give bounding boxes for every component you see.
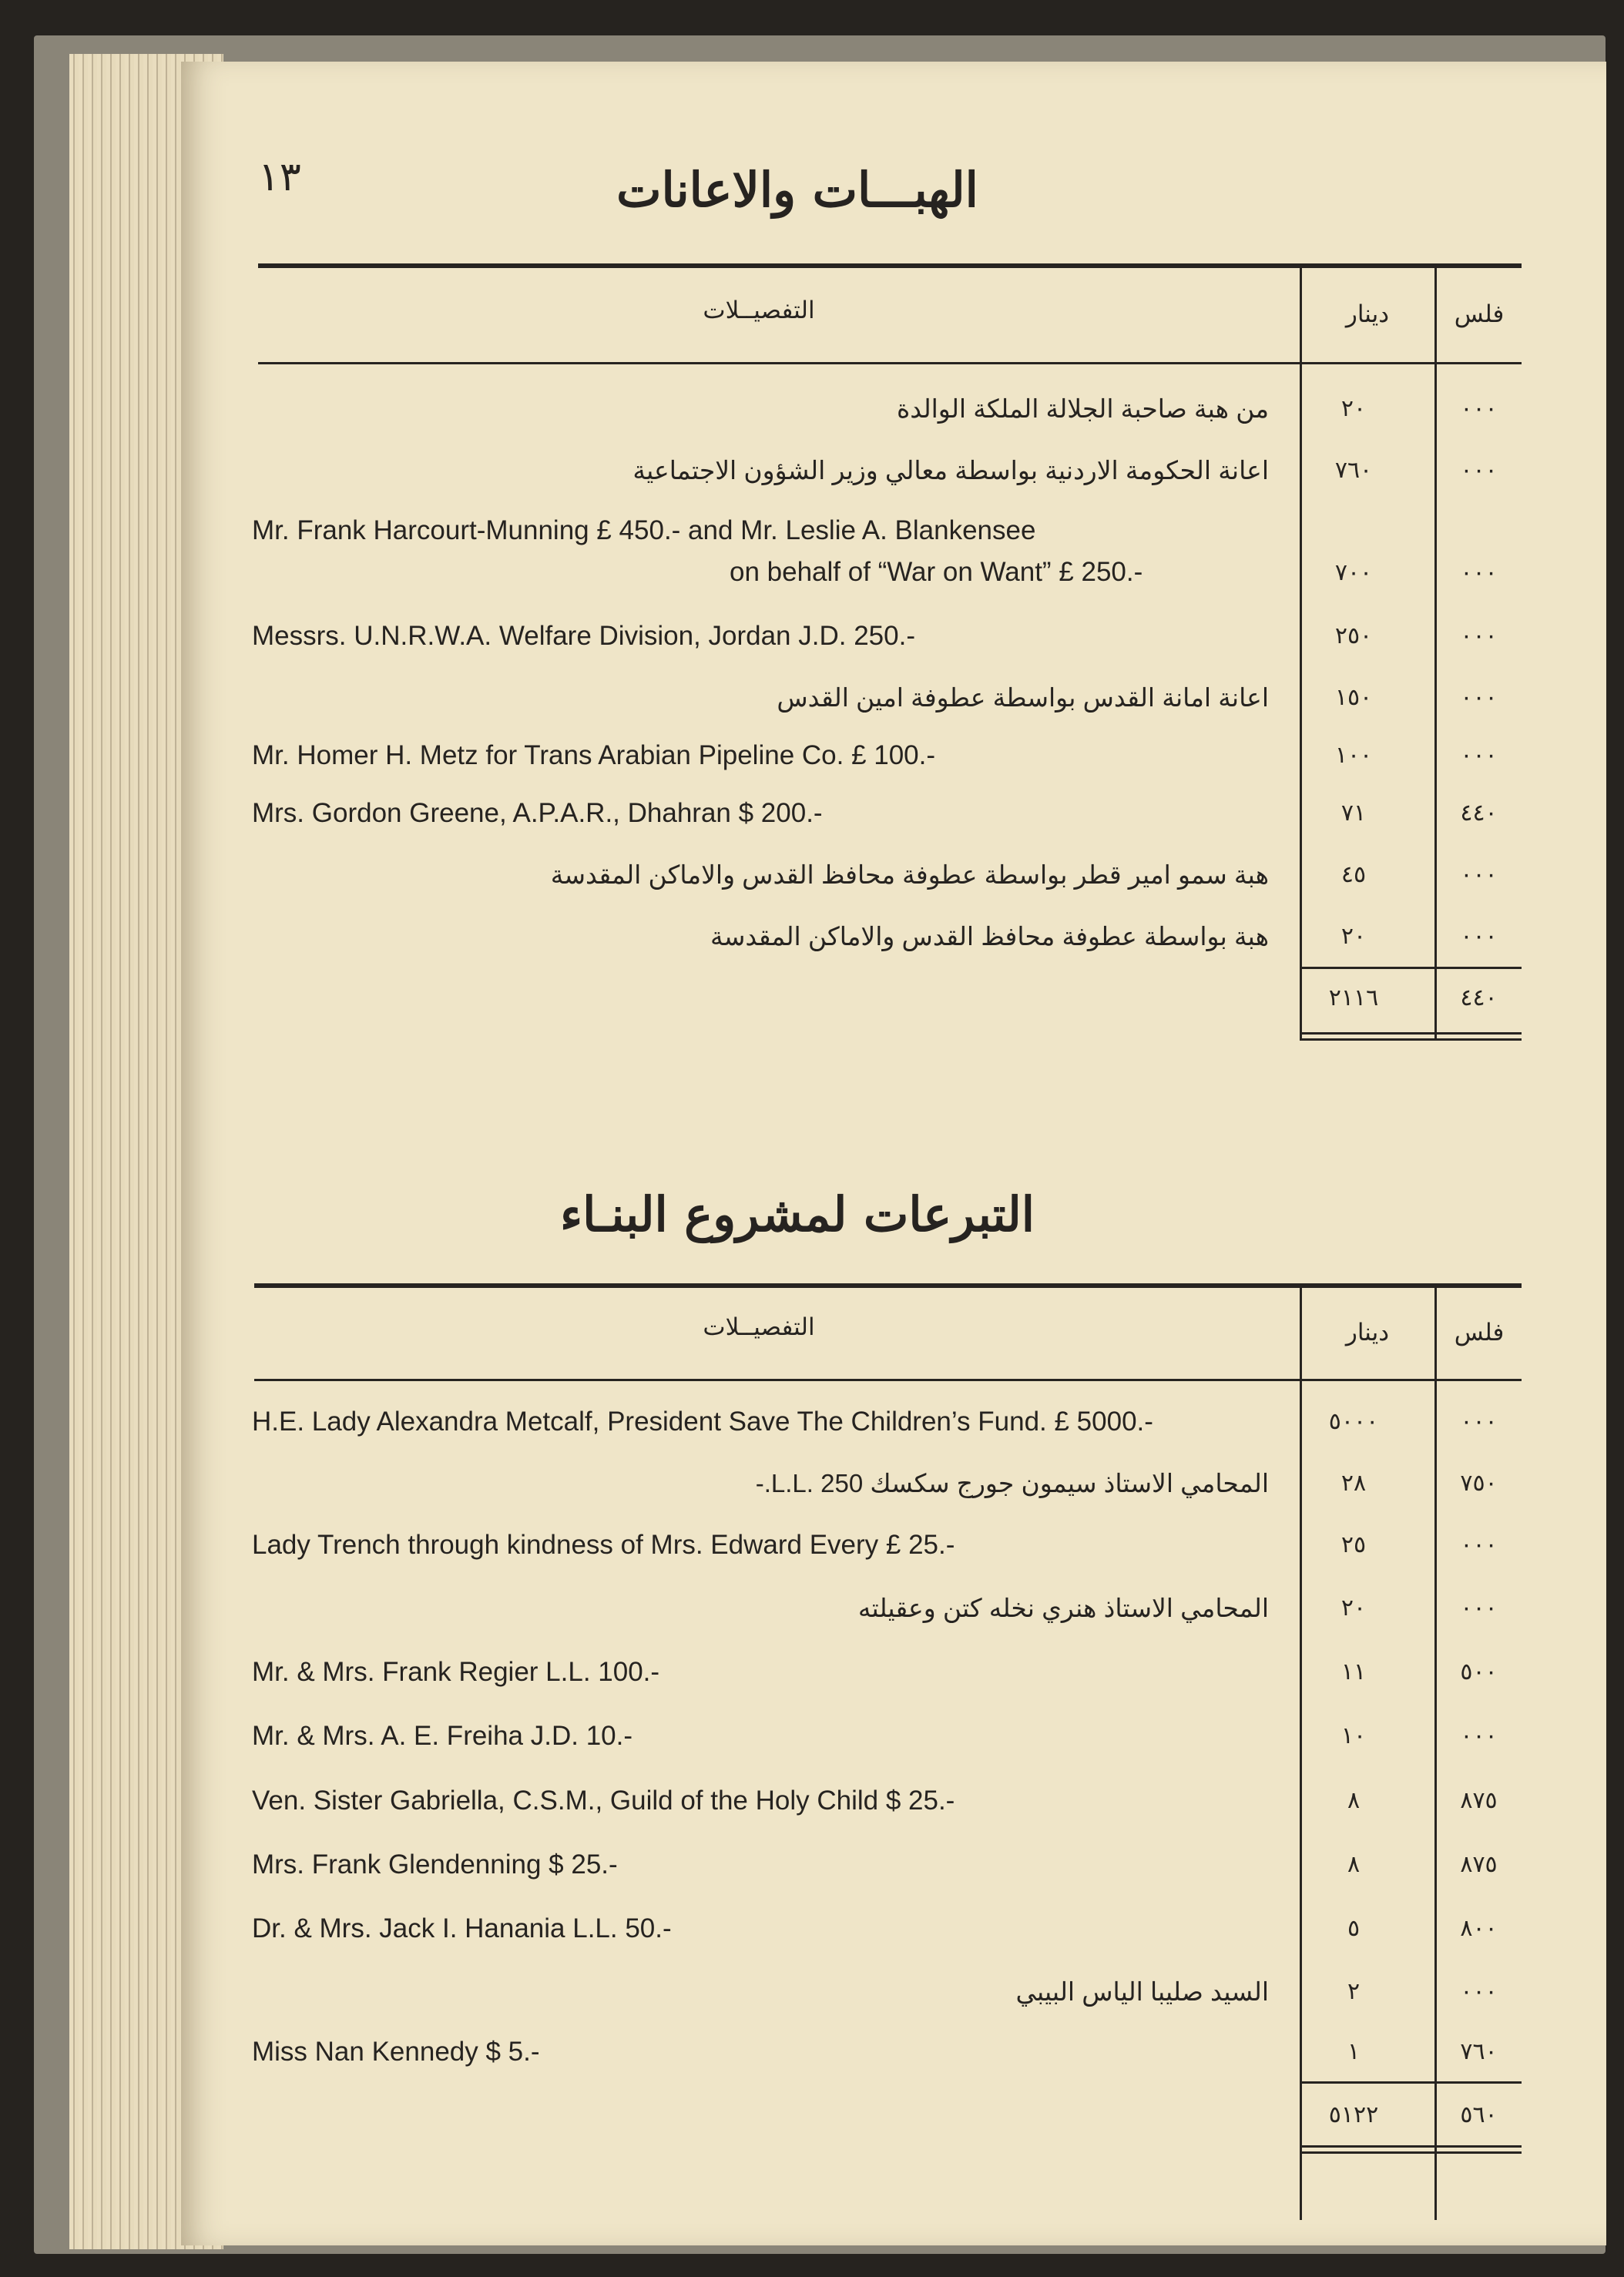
row-fils: ٠٠٠ (1460, 622, 1498, 649)
row-dinar: ١٠ (1340, 1722, 1367, 1749)
row-fils: ٧٥٠ (1460, 1470, 1498, 1497)
table1-bottom-rule-double (1300, 1038, 1522, 1041)
table2-header-rule (254, 1379, 1522, 1381)
row-fils: ٠٠٠ (1460, 1531, 1498, 1558)
table1-row (252, 855, 1624, 898)
row-dinar: ٧٦٠ (1334, 457, 1373, 484)
row-description: المحامي الاستاذ هنري نخله كتن وعقيلته (857, 1594, 1269, 1622)
ledger-page (181, 62, 1606, 2245)
row-dinar: ٧١ (1340, 800, 1367, 827)
row-dinar: ٧٠٠ (1334, 559, 1373, 586)
row-description: Ven. Sister Gabriella, C.S.M., Guild of the Holy Child $ 25.- (252, 1786, 955, 1816)
table2-row (252, 1972, 1624, 2015)
row-fils: ٠٠٠ (1460, 1722, 1498, 1749)
table2-row (252, 2032, 1624, 2075)
table1-header-dinar: دينار (1345, 300, 1390, 328)
table1-bottom-rule (1300, 1032, 1522, 1035)
table1-row (252, 793, 1624, 837)
row-fils: ٨٧٥ (1460, 1851, 1498, 1878)
table1-row (252, 510, 1624, 596)
table1-row (252, 389, 1624, 432)
total-fils: ٤٤٠ (1460, 984, 1498, 1011)
table2-top-rule (254, 1283, 1522, 1288)
row-dinar: ١١ (1340, 1658, 1367, 1685)
table1-header-rule (258, 362, 1522, 364)
row-fils: ٠٠٠ (1460, 457, 1498, 484)
row-description: Mrs. Frank Glendenning $ 25.- (252, 1849, 618, 1880)
row-description: Dr. & Mrs. Jack I. Hanania L.L. 50.- (252, 1913, 672, 1943)
total-dinar: ٢١١٦ (1328, 984, 1379, 1011)
table1-row (252, 678, 1624, 721)
table2-row (252, 1464, 1624, 1507)
table1-row (252, 451, 1624, 494)
table2-row (252, 1909, 1624, 1952)
row-dinar: ٥٠٠٠ (1328, 1408, 1379, 1435)
row-dinar: ١٠٠ (1334, 742, 1373, 769)
table1-top-rule (258, 263, 1522, 268)
row-description: من هبة صاحبة الجلالة الملكة الوالدة (896, 394, 1269, 423)
table2-row (252, 1402, 1624, 1445)
row-description: هبة بواسطة عطوفة محافظ القدس والاماكن المقدسة (710, 922, 1269, 951)
row-fils: ٨٧٥ (1460, 1787, 1498, 1814)
row-fils: ٠٠٠ (1460, 861, 1498, 888)
row-fils: ٠٠٠ (1460, 1595, 1498, 1621)
total-fils: ٥٦٠ (1460, 2101, 1498, 2128)
row-description: Mr. & Mrs. Frank Regier L.L. 100.- (252, 1657, 660, 1687)
table2-total-row (252, 2095, 1624, 2138)
row-dinar: ٢٨ (1340, 1470, 1367, 1497)
row-dinar: ٢ (1347, 1978, 1361, 2005)
row-description: Lady Trench through kindness of Mrs. Edward Every £ 25.- (252, 1530, 955, 1560)
row-dinar: ٨ (1347, 1787, 1361, 1814)
table2-header-details: التفصيــلات (703, 1313, 815, 1341)
row-dinar: ٥ (1347, 1915, 1361, 1942)
row-fils: ٠٠٠ (1460, 742, 1498, 769)
table1-total-rule (1300, 967, 1522, 969)
page-number: ١٣ (258, 154, 301, 200)
table2-header-dinar: دينار (1345, 1319, 1390, 1346)
row-description: السيد صليبا الياس البيبي (1015, 1977, 1269, 2006)
row-description: Mr. & Mrs. A. E. Freiha J.D. 10.- (252, 1721, 632, 1751)
row-description: Messrs. U.N.R.W.A. Welfare Division, Jordan J.D. 250.- (252, 621, 915, 651)
row-description: Miss Nan Kennedy $ 5.- (252, 2037, 540, 2067)
table2-row (252, 1845, 1624, 1888)
row-fils: ٥٠٠ (1460, 1658, 1498, 1685)
table1-row (252, 736, 1624, 779)
row-description-line1: Mr. Frank Harcourt-Munning £ 450.- and Mr. Leslie A. Blankensee (252, 515, 1036, 545)
table2-row (252, 1781, 1624, 1824)
table1-header-details: التفصيــلات (703, 297, 815, 324)
row-dinar: ٢٥ (1340, 1531, 1367, 1558)
table2-row (252, 1652, 1624, 1695)
table1-total-row (252, 978, 1624, 1021)
row-description: اعانة الحكومة الاردنية بواسطة معالي وزير الشؤون الاجتماعية (632, 456, 1269, 485)
table2-row (252, 1588, 1624, 1631)
row-description-line2: on behalf of “War on Want” £ 250.- (730, 557, 1143, 587)
row-description: H.E. Lady Alexandra Metcalf, President Save The Children’s Fund. £ 5000.- (252, 1407, 1153, 1437)
row-description: هبة سمو امير قطر بواسطة عطوفة محافظ القدس والاماكن المقدسة (550, 860, 1269, 889)
row-dinar: ٨ (1347, 1851, 1361, 1878)
table2-bottom-rule (1300, 2145, 1522, 2148)
row-dinar: ١ (1347, 2038, 1361, 2065)
row-description: Mrs. Gordon Greene, A.P.A.R., Dhahran $ 200.- (252, 798, 823, 828)
total-dinar: ٥١٢٢ (1328, 2101, 1379, 2128)
row-dinar: ٢٥٠ (1334, 622, 1373, 649)
row-fils: ٧٦٠ (1460, 2038, 1498, 2065)
row-dinar: ٢٠ (1340, 923, 1367, 950)
table1-header-fils: فلس (1454, 300, 1505, 328)
table2-bottom-rule-double (1300, 2151, 1522, 2154)
table2-row (252, 1716, 1624, 1759)
row-fils: ٠٠٠ (1460, 395, 1498, 422)
table2-header-fils: فلس (1454, 1319, 1505, 1346)
row-fils: ٨٠٠ (1460, 1915, 1498, 1942)
row-description: المحامي الاستاذ سيمون جورج سكسك L.L. 250.- (755, 1469, 1269, 1497)
table2-row (252, 1525, 1624, 1568)
table1-row (252, 917, 1624, 960)
row-description: اعانة امانة القدس بواسطة عطوفة امين القدس (777, 683, 1269, 712)
row-dinar: ١٥٠ (1334, 684, 1373, 711)
row-description (252, 510, 1269, 593)
row-dinar: ٢٠ (1340, 1595, 1367, 1621)
table1-row (252, 616, 1624, 659)
section-title-building-donations: التبرعات لمشروع البنـاء (559, 1186, 1035, 1242)
row-fils: ٤٤٠ (1460, 800, 1498, 827)
row-fils: ٠٠٠ (1460, 559, 1498, 586)
row-fils: ٠٠٠ (1460, 1408, 1498, 1435)
row-dinar: ٢٠ (1340, 395, 1367, 422)
table2-total-rule (1300, 2081, 1522, 2084)
row-description: Mr. Homer H. Metz for Trans Arabian Pipeline Co. £ 100.- (252, 740, 936, 770)
row-fils: ٠٠٠ (1460, 684, 1498, 711)
row-fils: ٠٠٠ (1460, 923, 1498, 950)
section-title-grants: الهبـــات والاعانات (616, 162, 978, 218)
row-dinar: ٤٥ (1340, 861, 1367, 888)
row-fils: ٠٠٠ (1460, 1978, 1498, 2005)
